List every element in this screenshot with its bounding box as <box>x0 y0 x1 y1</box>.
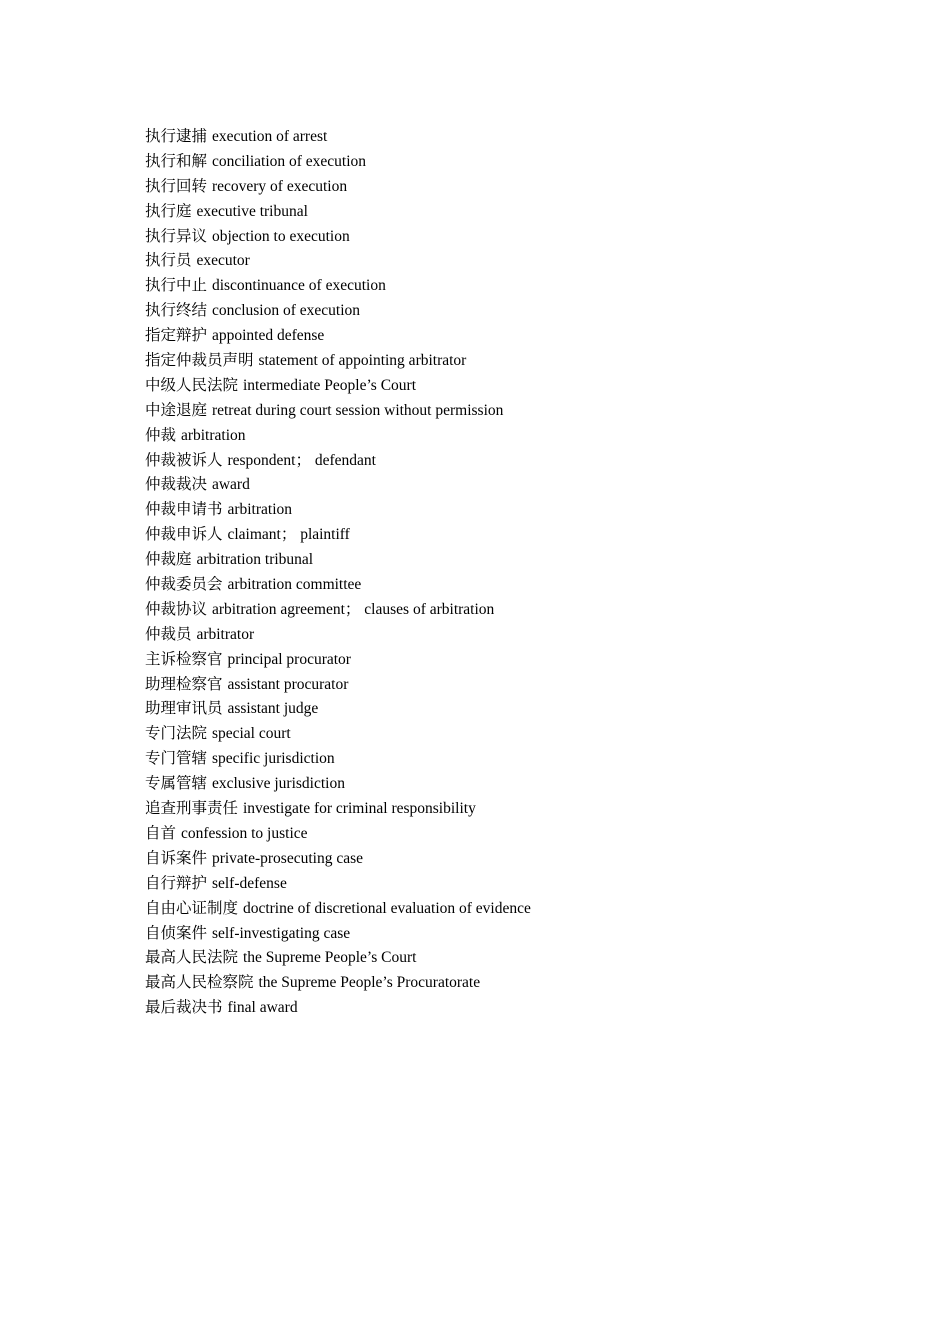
chinese-term: 执行异议 <box>145 226 208 245</box>
english-translation: executive tribunal <box>196 202 308 220</box>
chinese-term: 最后裁决书 <box>145 998 223 1017</box>
glossary-entry <box>145 696 865 721</box>
glossary-entry <box>145 149 865 174</box>
glossary-entry <box>145 572 865 597</box>
glossary-entry <box>145 597 865 622</box>
english-translation: specific jurisdiction <box>211 750 335 768</box>
chinese-term: 追查刑事责任 <box>145 799 239 818</box>
glossary-entry <box>145 224 865 249</box>
english-translation: final award <box>227 999 298 1017</box>
glossary-entry <box>145 448 865 473</box>
glossary-entry <box>145 995 865 1020</box>
glossary-entry <box>145 672 865 697</box>
chinese-term: 仲裁协议 <box>145 599 208 618</box>
chinese-term: 自由心证制度 <box>145 898 239 917</box>
glossary-entry <box>145 871 865 896</box>
chinese-term: 最高人民法院 <box>145 948 239 967</box>
chinese-term: 执行终结 <box>145 301 208 320</box>
glossary-entry <box>145 846 865 871</box>
english-translation: self-investigating case <box>211 924 351 942</box>
glossary-entry <box>145 348 865 373</box>
chinese-term: 指定辩护 <box>145 326 208 345</box>
english-translation: arbitration tribunal <box>196 551 314 569</box>
chinese-term: 自首 <box>145 823 177 842</box>
english-translation: private-prosecuting case <box>211 849 364 867</box>
english-translation: principal procurator <box>227 650 351 668</box>
english-translation: arbitration <box>227 501 293 519</box>
glossary-entry <box>145 945 865 970</box>
chinese-term: 中级人民法院 <box>145 375 239 394</box>
chinese-term: 执行回转 <box>145 176 208 195</box>
glossary-entry <box>145 124 865 149</box>
chinese-term: 仲裁庭 <box>145 550 192 569</box>
chinese-term: 主诉检察官 <box>145 649 223 668</box>
glossary-entry <box>145 174 865 199</box>
english-translation: recovery of execution <box>211 177 348 195</box>
english-translation: special court <box>211 725 291 743</box>
english-translation: assistant procurator <box>227 675 349 693</box>
chinese-term: 自诉案件 <box>145 848 208 867</box>
english-translation: assistant judge <box>227 700 319 718</box>
glossary-entry <box>145 423 865 448</box>
english-translation: arbitrator <box>196 625 255 643</box>
glossary-entry <box>145 547 865 572</box>
glossary-entry <box>145 622 865 647</box>
english-translation: objection to execution <box>211 227 350 245</box>
glossary-entry <box>145 373 865 398</box>
glossary-entry <box>145 746 865 771</box>
glossary-entry <box>145 398 865 423</box>
glossary-entry <box>145 497 865 522</box>
glossary-entry <box>145 199 865 224</box>
english-translation: the Supreme People’s Court <box>242 949 417 967</box>
english-translation: award <box>211 476 250 494</box>
chinese-term: 仲裁 <box>145 425 177 444</box>
glossary-entry <box>145 721 865 746</box>
chinese-term: 执行员 <box>145 251 192 270</box>
glossary-entry <box>145 970 865 995</box>
chinese-term: 仲裁申诉人 <box>145 525 223 544</box>
english-translation: exclusive jurisdiction <box>211 775 345 793</box>
english-translation: arbitration <box>180 426 246 444</box>
english-translation: respondent； defendant <box>227 451 376 469</box>
english-translation: conciliation of execution <box>211 152 367 170</box>
english-translation: execution of arrest <box>211 128 328 145</box>
glossary-entry <box>145 472 865 497</box>
english-translation: retreat during court session without permission <box>211 401 504 419</box>
chinese-term: 自侦案件 <box>145 923 208 942</box>
glossary-entry <box>145 647 865 672</box>
glossary-entry <box>145 896 865 921</box>
chinese-term: 助理审讯员 <box>145 699 223 718</box>
glossary-entry <box>145 248 865 273</box>
chinese-term: 专门法院 <box>145 724 208 743</box>
chinese-term: 仲裁被诉人 <box>145 450 223 469</box>
english-translation: intermediate People’s Court <box>242 376 416 394</box>
english-translation: conclusion of execution <box>211 302 361 320</box>
english-translation: doctrine of discretional evaluation of evidence <box>242 899 531 917</box>
english-translation: arbitration committee <box>227 576 362 594</box>
english-translation: executor <box>196 252 250 270</box>
english-translation: investigate for criminal responsibility <box>242 800 476 818</box>
glossary-entry <box>145 298 865 323</box>
chinese-term: 专门管辖 <box>145 749 208 768</box>
chinese-term: 执行中止 <box>145 276 208 295</box>
english-translation: confession to justice <box>180 824 308 842</box>
glossary-entry <box>145 323 865 348</box>
english-translation: arbitration agreement； clauses of arbitration <box>211 600 495 618</box>
chinese-term: 仲裁申请书 <box>145 500 223 519</box>
chinese-term: 自行辩护 <box>145 873 208 892</box>
chinese-term: 仲裁委员会 <box>145 575 223 594</box>
chinese-term: 执行逮捕 <box>145 127 208 145</box>
english-translation: self-defense <box>211 874 287 892</box>
glossary-entry <box>145 921 865 946</box>
chinese-term: 专属管辖 <box>145 774 208 793</box>
english-translation: statement of appointing arbitrator <box>258 352 467 370</box>
chinese-term: 仲裁裁决 <box>145 475 208 494</box>
chinese-term: 中途退庭 <box>145 400 208 419</box>
chinese-term: 助理检察官 <box>145 674 223 693</box>
chinese-term: 执行和解 <box>145 151 208 170</box>
glossary-entry <box>145 522 865 547</box>
english-translation: appointed defense <box>211 327 325 345</box>
chinese-term: 仲裁员 <box>145 624 192 643</box>
chinese-term: 执行庭 <box>145 201 192 220</box>
glossary-entry <box>145 771 865 796</box>
glossary-entry <box>145 273 865 298</box>
glossary-entry <box>145 821 865 846</box>
glossary-entry <box>145 796 865 821</box>
chinese-term: 最高人民检察院 <box>145 973 254 992</box>
english-translation: the Supreme People’s Procuratorate <box>258 974 481 992</box>
english-translation: discontinuance of execution <box>211 277 386 295</box>
chinese-term: 指定仲裁员声明 <box>145 351 254 370</box>
glossary-list <box>145 124 865 1020</box>
english-translation: claimant； plaintiff <box>227 526 350 544</box>
